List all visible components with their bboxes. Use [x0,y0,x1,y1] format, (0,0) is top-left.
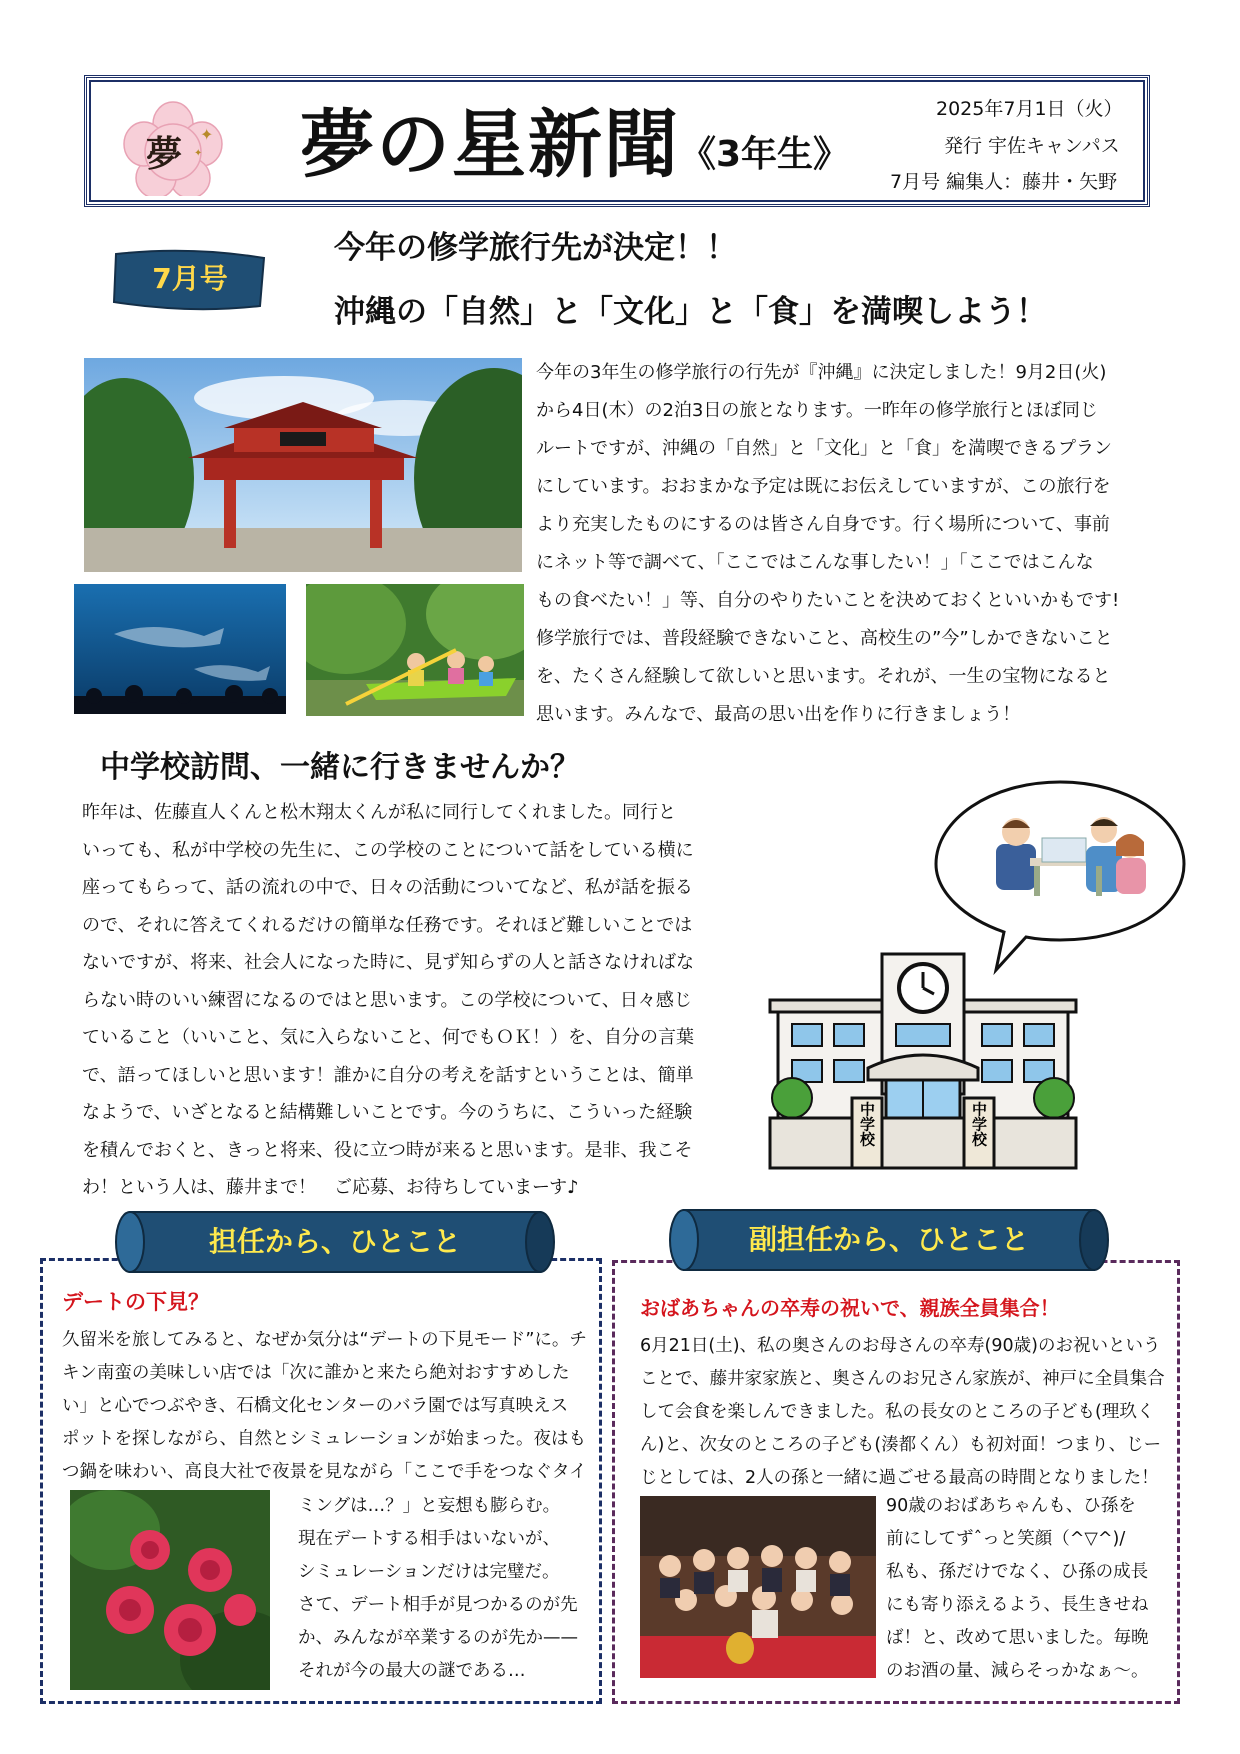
visit-line: らない時のいい練習になるのではと思います。この学校について、日々感じ [82,989,692,1011]
main-article-body [536,354,1156,734]
visit-line: いっても、私が中学校の先生に、この学校のことについて話をしている横に [82,839,694,861]
shureimon-photo [84,358,522,572]
main-article-line: から4日(木）の2泊3日の旅となります。一昨年の修学旅行とほぼ同じ [536,400,1098,421]
svg-text:✦: ✦ [200,125,214,144]
visit-line: で、語ってほしいと思います！誰かに自分の考えを話すということは、簡単 [82,1064,694,1086]
svg-text:✦: ✦ [194,148,203,159]
assistant-line: して会食を楽しんできました。私の長女のところの子ども(理玖く [640,1402,1155,1422]
school-building-illustration [764,948,1082,1174]
month-ribbon-label: 7月号 [152,262,228,295]
visit-line: わ！という人は、藤井まで！ ご応募、お待ちしていまーす♪ [82,1177,579,1198]
visit-line: ていること（いいこと、気に入らないこと、何でもＯＫ！）を、自分の言葉 [82,1027,694,1048]
homeroom-side-line: さて、デート相手が見つかるのが先 [298,1595,578,1615]
homeroom-body-side [298,1490,588,1688]
issue-editors: 7月号 編集人：藤井・矢野 [890,171,1118,193]
headline-2: 沖縄の「自然」と「文化」と「食」を満喫しよう！ [334,294,1047,330]
assistant-side-line: 私も、孫だけでなく、ひ孫の成長 [886,1562,1149,1582]
visit-heading: 中学校訪問、一緒に行きませんか？ [100,750,580,785]
visit-line: 昨年は、佐藤直人くんと松木翔太くんが私に同行してくれました。同行と [82,802,676,823]
assistant-subtitle: おばあちゃんの卒寿の祝いで、親族全員集合！ [640,1296,1060,1320]
homeroom-side-line: 現在デートする相手はいないが、 [298,1529,560,1549]
visit-article-body [82,794,732,1207]
main-article-line: 修学旅行では、普段経験できないこと、高校生の”今”しかできないこと [536,628,1113,649]
homeroom-body-full [62,1324,592,1489]
visit-line: ので、それに答えてくれるだけの簡単な任務です。それほど難しいことでは [82,914,693,936]
assistant-side-line: 前にしてずˆっと笑顔（^▽^)/ [886,1529,1126,1549]
main-article-line: ルートですが、沖縄の「自然」と「文化」と「食」を満喫できるプラン [536,438,1112,459]
homeroom-line: つ鍋を味わい、高良大社で夜景を見ながら「ここで手をつなぐタイ [62,1462,587,1482]
homeroom-side-line: シミュレーションだけは完璧だ。 [298,1562,560,1582]
assistant-side-line: にも寄り添えるよう、長生きせね [886,1595,1149,1615]
rose-photo [70,1490,270,1690]
homeroom-subtitle: デートの下見？ [62,1290,209,1314]
assistant-side-line: ば！と、改めて思いました。毎晩 [886,1628,1149,1648]
main-article-line: より充実したものにするのは皆さん自身です。行く場所について、事前 [536,514,1110,535]
family-photo [640,1496,876,1678]
visit-line: 座ってもらって、話の流れの中で、日々の活動についてなど、私が話を振る [82,877,693,898]
issue-date: 2025年7月1日（火） [936,98,1123,120]
homeroom-line: 久留米を旅してみると、なぜか気分は“デートの下見モード”に。チ [62,1330,587,1350]
publisher: 発行 宇佐キャンパス [944,135,1120,157]
homeroom-banner-label: 担任から、ひとこと [208,1225,461,1258]
sakura-logo-icon [118,100,228,196]
homeroom-line: い」と心でつぶやき、石橋文化センターのバラ園では写真映えス [62,1396,569,1416]
visit-line: を積んでおくと、きっと将来、役に立つ時が来ると思います。是非、我こそ [82,1139,693,1161]
homeroom-side-line: か、みんなが卒業するのが先か—— [298,1628,578,1648]
assistant-body-full [640,1330,1170,1495]
assistant-line: 6月21日(土)、私の奥さんのお母さんの卒寿(90歳)のお祝いという [640,1336,1161,1356]
main-article-line: にしています。おおまかな予定は既にお伝えしていますが、この旅行を [536,476,1111,497]
newspaper-title: 夢の星新聞 [300,102,680,188]
headline-1: 今年の修学旅行先が決定！！ [334,230,737,266]
homeroom-line: キン南蛮の美味しい店では「次に誰かと来たら絶対おすすめした [62,1363,570,1383]
assistant-line: じとしては、2人の孫と一緒に過ごせる最高の時間となりました！ [640,1468,1159,1488]
main-article-line: にネット等で調べて、「ここではこんな事したい！」「ここではこんな [536,552,1094,573]
main-article-line: もの食べたい！」等、自分のやりたいことを決めておくといいかもです! [536,590,1120,611]
assistant-side-line: 90歳のおばあちゃんも、ひ孫を [886,1496,1136,1516]
visit-line: なようで、いざとなると結構難しいことです。今のうちに、こういった経験 [82,1102,693,1123]
homeroom-line: ポットを探しながら、自然とシミュレーションが始まった。夜はも [62,1429,586,1449]
assistant-banner-label: 副担任から、ひとこと [748,1223,1029,1256]
main-article-line: 思います。みんなで、最高の思い出を作りに行きましょう！ [536,704,1021,725]
logo-text: 夢 [145,133,183,175]
homeroom-side-line: ミングは…？」と妄想も膨らむ。 [298,1496,561,1516]
assistant-body-side [886,1490,1178,1688]
visit-line: ないですが、将来、社会人になった時に、見ず知らずの人と話さなければな [82,952,694,973]
assistant-line: ことで、藤井家家族と、奥さんのお兄さん家族が、神戸に全員集合 [640,1369,1165,1389]
main-article-line: 今年の3年生の修学旅行の行先が『沖縄』に決定しました！9月2日(火) [536,362,1107,383]
aquarium-photo [74,584,286,714]
school-sign-left: 中学校 [858,1101,876,1147]
assistant-line: ん)と、次女のところの子ども(湊都くん）も初対面！つまり、じー [640,1435,1162,1455]
speech-bubble-illustration [930,776,1190,976]
assistant-side-line: のお酒の量、減らそっかなぁ〜。 [886,1661,1149,1681]
main-article-line: を、たくさん経験して欲しいと思います。それが、一生の宝物になると [536,666,1111,687]
kayak-photo [306,584,524,716]
homeroom-side-line: それが今の最大の謎である… [298,1661,526,1681]
grade-label: 《3年生》 [680,134,850,175]
school-sign-right: 中学校 [970,1101,988,1147]
